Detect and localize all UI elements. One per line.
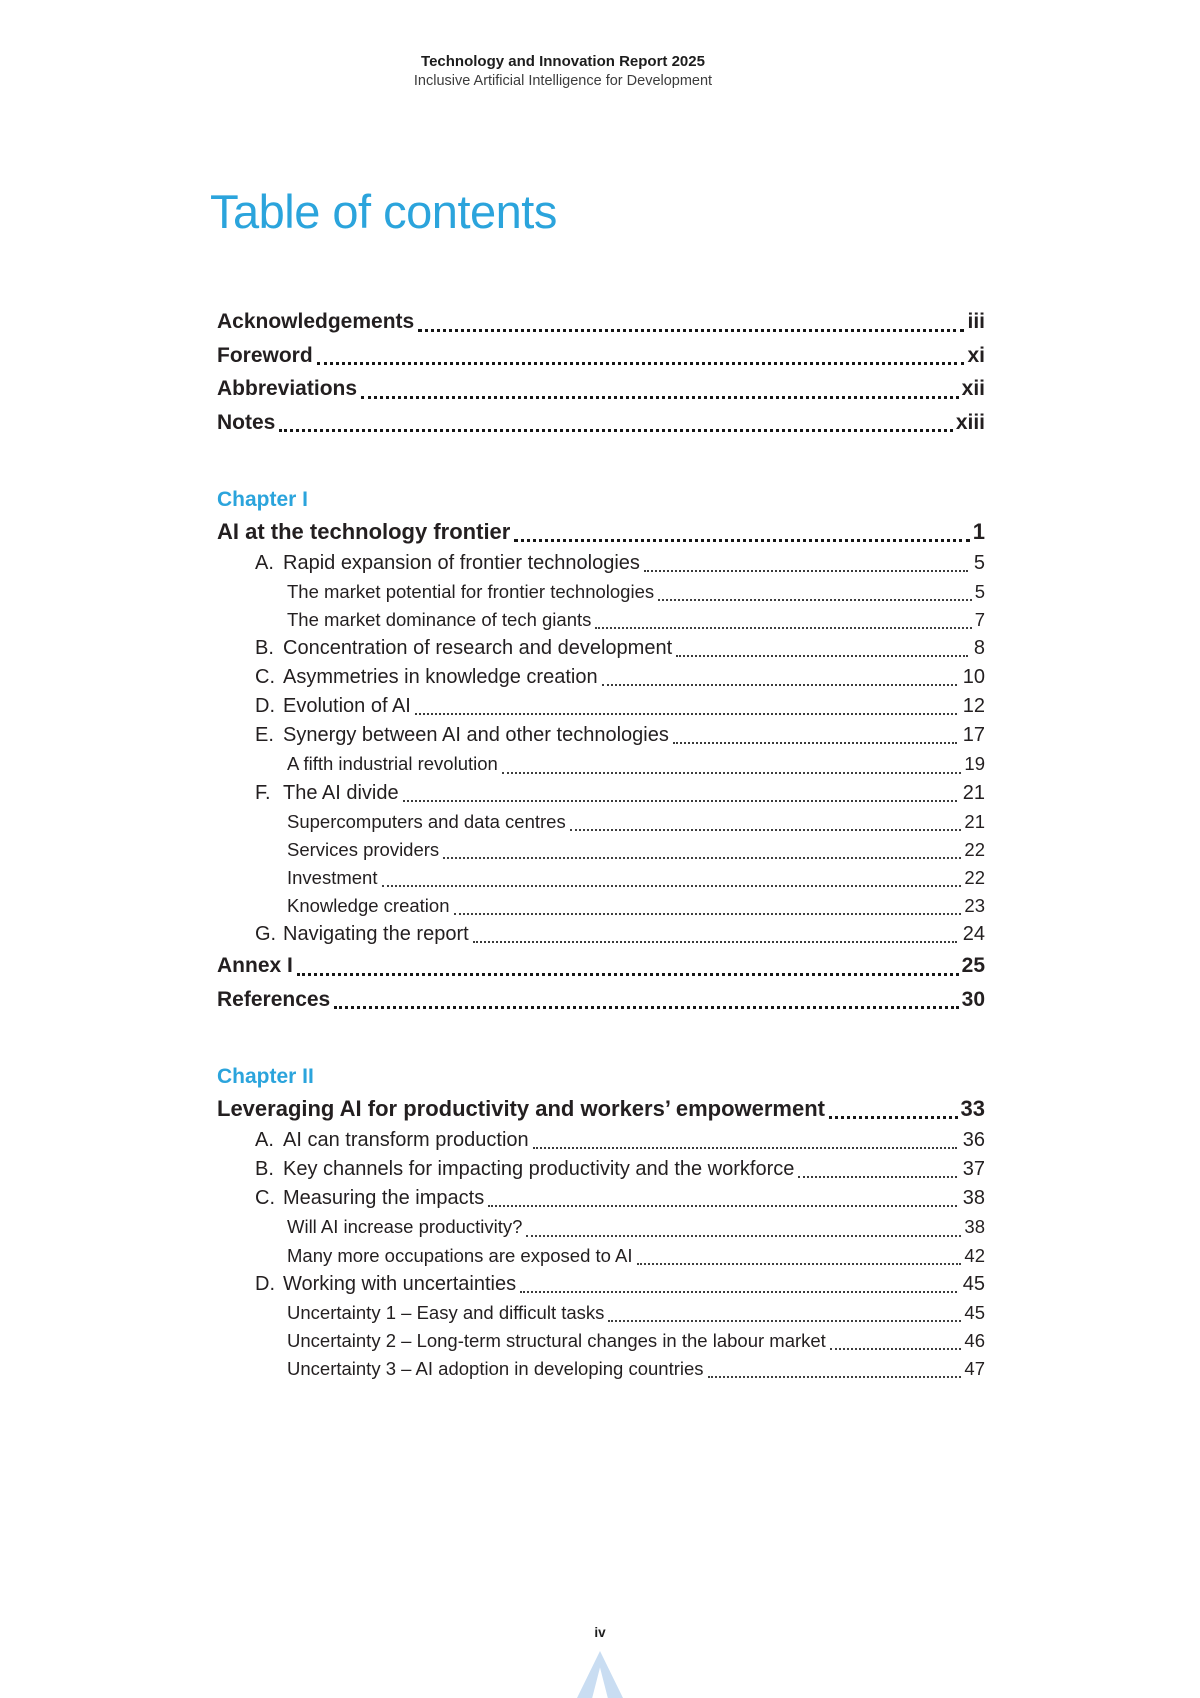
toc-page-number: 30 bbox=[961, 987, 985, 1011]
toc-row-section[interactable] bbox=[217, 663, 985, 692]
toc-page-number: 19 bbox=[964, 753, 985, 775]
toc-page-number: 42 bbox=[964, 1244, 985, 1266]
dot-leader bbox=[334, 1006, 958, 1009]
dot-leader bbox=[595, 627, 971, 629]
toc-row-chapter-title[interactable] bbox=[217, 515, 985, 549]
toc-page-number: 21 bbox=[964, 810, 985, 832]
toc-row-section[interactable] bbox=[217, 692, 985, 721]
toc-row-subsection[interactable] bbox=[217, 808, 985, 836]
toc-row-subsection[interactable] bbox=[217, 1327, 985, 1355]
toc-row-subsection[interactable] bbox=[217, 750, 985, 778]
toc-entry-title: Services providers bbox=[287, 838, 440, 860]
toc-page-number: 7 bbox=[974, 609, 985, 631]
entry-letter: B. bbox=[255, 637, 274, 660]
chapter-block bbox=[217, 485, 985, 1016]
toc-entry-title: The market potential for frontier technologies bbox=[287, 581, 655, 602]
toc-entry-title: Uncertainty 2 – Long-term structural changes in the labour market bbox=[287, 1330, 826, 1352]
entry-letter: E. bbox=[255, 724, 274, 747]
toc-entry-title: Key channels for impacting productivity and the workforce bbox=[283, 1158, 795, 1181]
dot-leader bbox=[637, 1263, 962, 1265]
dot-leader bbox=[443, 857, 961, 859]
dot-leader bbox=[533, 1147, 957, 1149]
toc-entry-title: Knowledge creation bbox=[287, 895, 450, 917]
toc-entry-title: Leveraging AI for productivity and workers’ empowerment bbox=[217, 1096, 825, 1122]
toc-row-subsection[interactable] bbox=[217, 1299, 985, 1327]
page-title: Table of contents bbox=[210, 185, 557, 238]
dot-leader bbox=[570, 829, 962, 831]
toc-entry-title: Navigating the report bbox=[283, 923, 469, 946]
toc-row-section[interactable] bbox=[217, 1126, 985, 1155]
toc-entry-title: AI at the technology frontier bbox=[217, 519, 511, 544]
toc-page-number: 10 bbox=[962, 666, 985, 689]
dot-leader bbox=[382, 885, 962, 887]
toc-row-subsection[interactable] bbox=[217, 1355, 985, 1383]
toc-page-number: 22 bbox=[964, 838, 985, 860]
toc-row-backmatter[interactable] bbox=[217, 983, 985, 1017]
dot-leader bbox=[454, 913, 962, 915]
toc-entry-title: Many more occupations are exposed to AI bbox=[287, 1244, 633, 1266]
toc-page-number: 36 bbox=[962, 1129, 985, 1152]
page-footer bbox=[0, 1608, 1200, 1698]
toc-page-number: 12 bbox=[962, 695, 985, 718]
toc-entry-title: Rapid expansion of frontier technologies bbox=[283, 552, 640, 574]
dot-leader bbox=[473, 941, 957, 943]
toc-row-section[interactable] bbox=[217, 721, 985, 750]
toc-entry-title: Working with uncertainties bbox=[283, 1272, 517, 1295]
toc-row-chapter-title[interactable] bbox=[217, 1092, 985, 1126]
toc-row-section[interactable] bbox=[217, 549, 985, 578]
entry-letter: F. bbox=[255, 781, 271, 804]
toc-row-front-matter[interactable] bbox=[217, 339, 985, 373]
toc-page-number: 45 bbox=[964, 1301, 985, 1323]
toc-row-subsection[interactable] bbox=[217, 578, 985, 606]
toc-entry-title: The market dominance of tech giants bbox=[287, 609, 592, 631]
entry-letter: A. bbox=[255, 552, 274, 574]
toc-page-number: xii bbox=[961, 377, 985, 400]
dot-leader bbox=[361, 396, 959, 399]
toc-entry-title: Asymmetries in knowledge creation bbox=[283, 666, 598, 689]
toc-page-number: 25 bbox=[961, 954, 985, 978]
chevron-up-icon bbox=[577, 1651, 623, 1698]
toc-row-section[interactable] bbox=[217, 1270, 985, 1299]
entry-letter: D. bbox=[255, 1272, 275, 1295]
toc-entry-title: Concentration of research and development bbox=[283, 637, 673, 660]
toc-row-subsection[interactable] bbox=[217, 1213, 985, 1241]
entry-letter: C. bbox=[255, 666, 275, 689]
toc-entry-title: Acknowledgements bbox=[217, 310, 415, 333]
dot-leader bbox=[418, 329, 964, 332]
toc-row-section[interactable] bbox=[217, 634, 985, 663]
chapters-section bbox=[217, 485, 985, 1383]
toc-page-number: 8 bbox=[973, 637, 985, 660]
dot-leader bbox=[502, 772, 962, 774]
toc-page-number: 1 bbox=[972, 519, 985, 544]
toc-page-number: 33 bbox=[960, 1096, 985, 1122]
dot-leader bbox=[279, 429, 952, 432]
toc-page-number: 38 bbox=[964, 1216, 985, 1238]
dot-leader bbox=[403, 800, 957, 802]
toc-entry-title: The AI divide bbox=[283, 781, 399, 804]
toc-entry-title: Synergy between AI and other technologies bbox=[283, 724, 669, 747]
toc-entry-title: Foreword bbox=[217, 343, 313, 367]
toc-row-subsection[interactable] bbox=[217, 864, 985, 892]
toc-row-section[interactable] bbox=[217, 920, 985, 949]
chapter-label: Chapter I bbox=[217, 488, 309, 511]
dot-leader bbox=[317, 362, 965, 365]
toc-row-front-matter[interactable] bbox=[217, 305, 985, 339]
toc-row-section[interactable] bbox=[217, 1155, 985, 1184]
toc-row-backmatter[interactable] bbox=[217, 949, 985, 983]
dot-leader bbox=[608, 1320, 961, 1322]
toc-page-number: 22 bbox=[964, 867, 985, 889]
dot-leader bbox=[658, 599, 972, 601]
toc-entry-title: Uncertainty 1 – Easy and difficult tasks bbox=[287, 1301, 605, 1323]
toc-row-subsection[interactable] bbox=[217, 892, 985, 920]
dot-leader bbox=[830, 1348, 962, 1350]
toc-row-subsection[interactable] bbox=[217, 606, 985, 634]
toc-entry-title: References bbox=[217, 987, 331, 1011]
chapter-label: Chapter II bbox=[217, 1065, 314, 1089]
entry-letter: G. bbox=[255, 923, 277, 946]
toc-row-section[interactable] bbox=[217, 779, 985, 808]
toc-page-number: 47 bbox=[964, 1358, 985, 1380]
dot-leader bbox=[526, 1235, 961, 1237]
dot-leader bbox=[676, 655, 968, 657]
table-of-contents bbox=[217, 305, 985, 1383]
toc-page-number: 24 bbox=[962, 923, 985, 946]
toc-entry-title: Notes bbox=[217, 410, 276, 434]
toc-row-front-matter[interactable] bbox=[217, 406, 985, 440]
toc-page-number: 17 bbox=[962, 724, 985, 747]
toc-entry-title: Abbreviations bbox=[217, 377, 358, 400]
toc-entry-title: Investment bbox=[287, 867, 378, 889]
dot-leader bbox=[798, 1176, 956, 1178]
dot-leader bbox=[644, 570, 968, 572]
folio-page-number: iv bbox=[594, 1625, 606, 1640]
toc-page-number: 5 bbox=[974, 581, 985, 602]
toc-entry-title: Annex I bbox=[217, 954, 293, 978]
dot-leader bbox=[520, 1291, 957, 1293]
toc-page-number: 37 bbox=[962, 1158, 985, 1181]
toc-page-number: 45 bbox=[962, 1272, 985, 1295]
toc-row-subsection[interactable] bbox=[217, 1242, 985, 1270]
dot-leader bbox=[488, 1205, 957, 1207]
dot-leader bbox=[415, 713, 957, 715]
toc-entry-title: Uncertainty 3 – AI adoption in developing countries bbox=[287, 1358, 704, 1380]
toc-entry-title: Evolution of AI bbox=[283, 695, 411, 718]
entry-letter: D. bbox=[255, 695, 275, 718]
toc-page-number: iii bbox=[967, 310, 985, 333]
toc-row-section[interactable] bbox=[217, 1184, 985, 1213]
dot-leader bbox=[708, 1376, 962, 1378]
toc-page-number: 38 bbox=[962, 1187, 985, 1210]
dot-leader bbox=[673, 742, 957, 744]
toc-entry-title: Supercomputers and data centres bbox=[287, 810, 566, 832]
dot-leader bbox=[297, 973, 959, 976]
report-subtitle: Inclusive Artificial Intelligence for Development bbox=[413, 73, 713, 89]
entry-letter: C. bbox=[255, 1187, 275, 1210]
report-title: Technology and Innovation Report 2025 bbox=[421, 53, 705, 70]
toc-entry-title: A fifth industrial revolution bbox=[287, 753, 498, 775]
dot-leader bbox=[602, 684, 957, 686]
toc-page-number: 23 bbox=[964, 895, 985, 917]
entry-letter: A. bbox=[255, 1129, 274, 1152]
running-header bbox=[0, 0, 1200, 91]
toc-row-subsection[interactable] bbox=[217, 836, 985, 864]
toc-page-number: 5 bbox=[973, 552, 985, 574]
dot-leader bbox=[514, 539, 969, 542]
toc-entry-title: Will AI increase productivity? bbox=[287, 1216, 523, 1238]
toc-page-number: xi bbox=[967, 343, 985, 367]
toc-entry-title: Measuring the impacts bbox=[283, 1187, 485, 1210]
front-matter-section bbox=[217, 305, 985, 439]
toc-page-number: 46 bbox=[964, 1330, 985, 1352]
entry-letter: B. bbox=[255, 1158, 274, 1181]
chapter-block bbox=[217, 1062, 985, 1383]
toc-entry-title: AI can transform production bbox=[283, 1129, 529, 1152]
toc-row-front-matter[interactable] bbox=[217, 372, 985, 406]
dot-leader bbox=[829, 1116, 958, 1119]
toc-page-number: 21 bbox=[962, 781, 985, 804]
toc-page-number: xiii bbox=[955, 410, 985, 434]
